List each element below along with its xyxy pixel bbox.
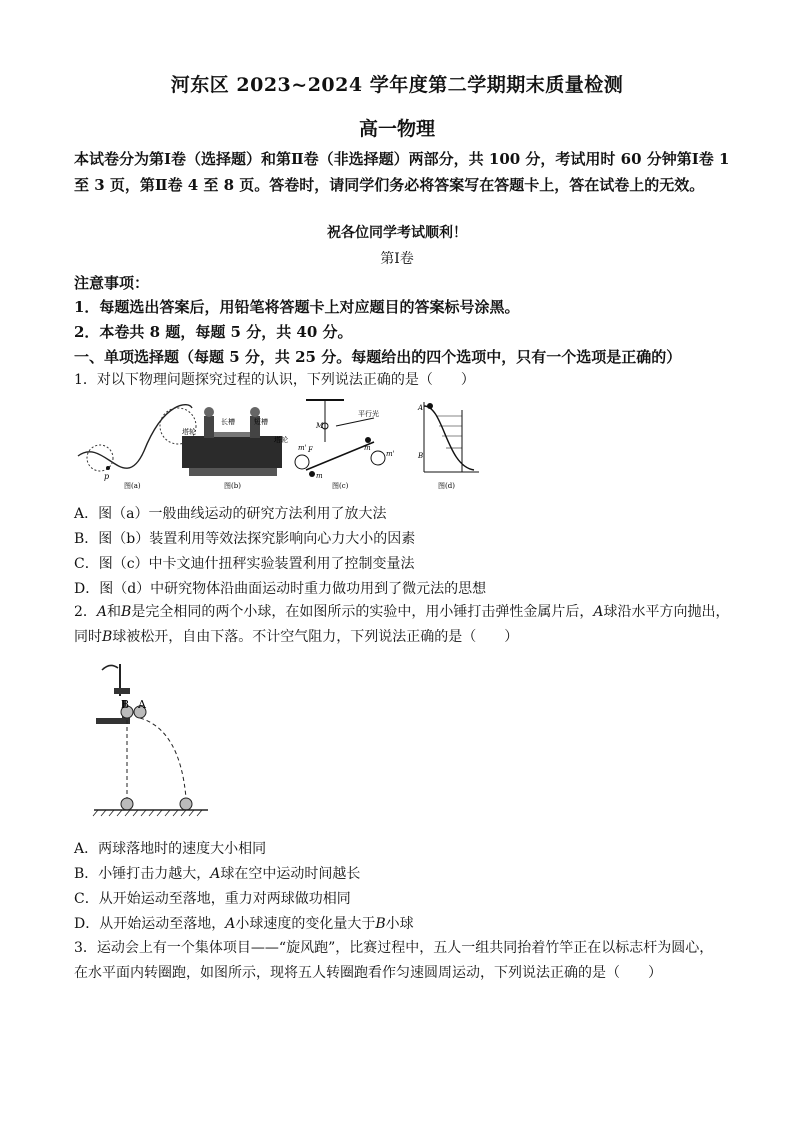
section-heading: 一、单项选择题（每题 5 分，共 25 分。每题给出的四个选项中，只有一个选项是正确的） [74,348,682,366]
q2-opt-text: 小球速度的变化量大于 [235,916,376,932]
fig-b-left-wheel-label: 塔轮 [182,428,196,436]
q2-ball-a: A [96,604,108,620]
fig-a-p-label: p [104,472,110,481]
support-plate [96,718,130,724]
question-1-option-b: B．图（b）装置利用等效法探究影响向心力大小的因素 [74,531,416,547]
exam-title: 河东区 2023~2024 学年度第二学期期末质量检测 [170,74,624,96]
q2-opt-ball-b: B [375,916,386,932]
q2-opt-text: D．从开始运动至落地， [74,916,226,932]
part1-title: 第Ⅰ卷 [380,251,414,267]
fig-d-a-label: A [418,404,424,412]
q2-ball-b: B [121,604,132,620]
exam-instructions: 本试卷分为第Ⅰ卷（选择题）和第Ⅱ卷（非选择题）两部分，共 100 分，考试用时 60 分钟第Ⅰ卷 1 至 3 页，第Ⅱ卷 4 至 8 页。答卷时，请同学们务必将答案写在答题卡上，答在试卷上的无效。 [74,150,730,194]
figure-a [78,405,196,490]
fig-b-right-wheel-label: 塔轮 [274,436,288,444]
note-item-1: 1．每题选出答案后，用铅笔将答题卡上对应题目的答案标号涂黑。 [74,298,520,316]
question-2-figure [80,660,220,820]
fig2-label-b: B [121,698,130,711]
q3-line-1: 3．运动会上有一个集体项目——“旋风跑”，比赛过程中，五人一组共同抬着竹竿正在以标志杆为圆心， [74,940,714,956]
q2-text: 同时 [74,629,102,645]
question-2-option-d [74,913,414,933]
ball-a-landed [180,798,192,810]
fig2-label-a: A [138,698,146,711]
q2-opt-ball-a: A [210,866,221,882]
figure-d [417,402,479,490]
q2-text: 和 [107,604,122,620]
note-item-2: 2．本卷共 8 题，每题 5 分，共 40 分。 [74,323,353,341]
q2-text: 球沿水平方向抛出， [603,604,730,620]
q2-text: 2． [74,604,97,620]
q3-line-2: 在水平面内转圈跑，如图所示，现将五人转圈跑看作匀速圆周运动，下列说法正确的是（ ） [74,965,662,981]
q2-opt-text: 小球 [385,916,414,932]
fig-c-mass-1: m' [298,444,307,452]
fig-c-label: 图(c) [332,482,349,490]
hammer [102,664,130,696]
ball-b-landed [121,798,133,810]
fig-b-short-slot-label: 短槽 [254,418,268,426]
fig-a-label: 图(a) [124,482,141,490]
notes-heading: 注意事项： [74,274,150,292]
question-1-option-a: A．图（a）一般曲线运动的研究方法利用了放大法 [74,506,387,522]
question-2-option-a: A．两球落地时的速度大小相同 [74,841,267,857]
fig-c-mass-3: m [316,472,323,480]
q2-opt-ball-a: A [225,916,236,932]
q2-text: 是完全相同的两个小球，在如图所示的实验中，用小锤打击弹性金属片后， [131,604,594,620]
question-1-stem: 1．对以下物理问题探究过程的认识，下列说法正确的是（ ） [74,372,475,388]
fig-b-label: 图(b) [224,482,241,490]
ground-hatch [93,810,202,816]
q2-ball-a: A [593,604,604,620]
fig-c-force-label: F [308,446,313,454]
fig-d-b-label: B [418,452,424,460]
figure-b [182,407,288,490]
question-1-option-c: C．图（c）中卡文迪什扭秤实验装置利用了控制变量法 [74,556,415,572]
q2-ball-b: B [102,629,113,645]
question-3-stem [74,936,744,986]
question-1-figures [74,396,494,496]
fig-c-light-label: 平行光 [358,410,379,418]
question-2-option-b [74,863,360,883]
figure-c [295,400,395,490]
fig-d-label: 图(d) [438,482,455,490]
question-2-stem [74,600,744,650]
a-path [140,718,186,798]
q2-opt-text: B．小锤打击力越大， [74,866,211,882]
fig-c-mass-4: m [364,444,371,452]
fig-c-mirror-label: M [316,422,324,430]
q2-opt-text: 球在空中运动时间越长 [220,866,361,882]
subject-title: 高一物理 [358,118,435,140]
fig-c-mass-2: m' [386,450,395,458]
fig-b-long-slot-label: 长槽 [221,418,235,426]
question-2-option-c: C．从开始运动至落地，重力对两球做功相同 [74,891,351,907]
question-1-option-d: D．图（d）中研究物体沿曲面运动时重力做功用到了微元法的思想 [74,581,487,597]
q2-text: 球被松开，自由下落。不计空气阻力，下列说法正确的是（ ） [112,629,519,645]
wish-text: 祝各位同学考试顺利！ [327,225,467,241]
